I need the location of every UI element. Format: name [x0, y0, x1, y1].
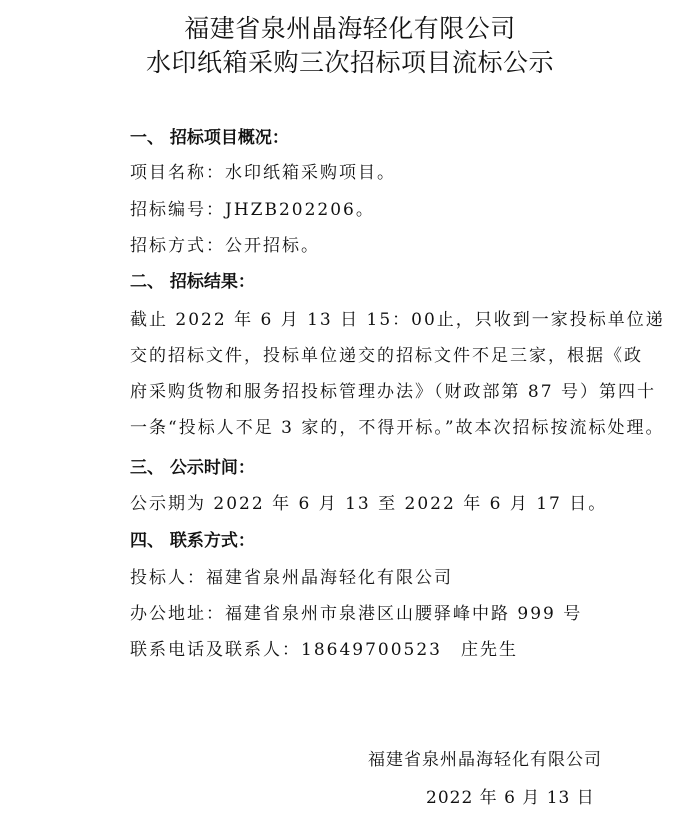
- office-address: 办公地址：福建省泉州市泉港区山腰驿峰中路 999 号: [130, 604, 583, 624]
- section-heading-contact: 四、 联系方式：: [130, 531, 255, 551]
- result-paragraph-line: 府采购货物和服务招投标管理办法》（财政部第 87 号）第四十: [130, 382, 656, 402]
- section-heading-notice-period: 三、 公示时间：: [130, 458, 255, 478]
- project-name: 项目名称：水印纸箱采购项目。: [130, 163, 396, 183]
- tender-method: 招标方式：公开招标。: [130, 236, 320, 256]
- notice-period: 公示期为 2022 年 6 月 13 至 2022 年 6 月 17 日。: [130, 494, 608, 514]
- document-title-subject: 水印纸箱采购三次招标项目流标公示: [145, 48, 554, 77]
- signature-company: 福建省泉州晶海轻化有限公司: [368, 750, 602, 770]
- tender-number: 招标编号：JHZB202206。: [130, 200, 375, 220]
- result-paragraph-line: 交的招标文件，投标单位递交的招标文件不足三家，根据《政: [130, 346, 643, 366]
- document-title-company: 福建省泉州晶海轻化有限公司: [184, 14, 516, 43]
- signature-date: 2022 年 6 月 13 日: [426, 788, 595, 808]
- result-paragraph-line: 一条“投标人不足 3 家的，不得开标。”故本次招标按流标处理。: [130, 418, 665, 438]
- result-paragraph-line: 截止 2022 年 6 月 13 日 15：00止，只收到一家投标单位递: [130, 310, 665, 330]
- section-heading-overview: 一、 招标项目概况：: [130, 128, 289, 148]
- section-heading-result: 二、 招标结果：: [130, 272, 255, 292]
- contact-phone-person: 联系电话及联系人：18649700523 庄先生: [130, 640, 518, 660]
- tenderer: 投标人：福建省泉州晶海轻化有限公司: [130, 568, 453, 588]
